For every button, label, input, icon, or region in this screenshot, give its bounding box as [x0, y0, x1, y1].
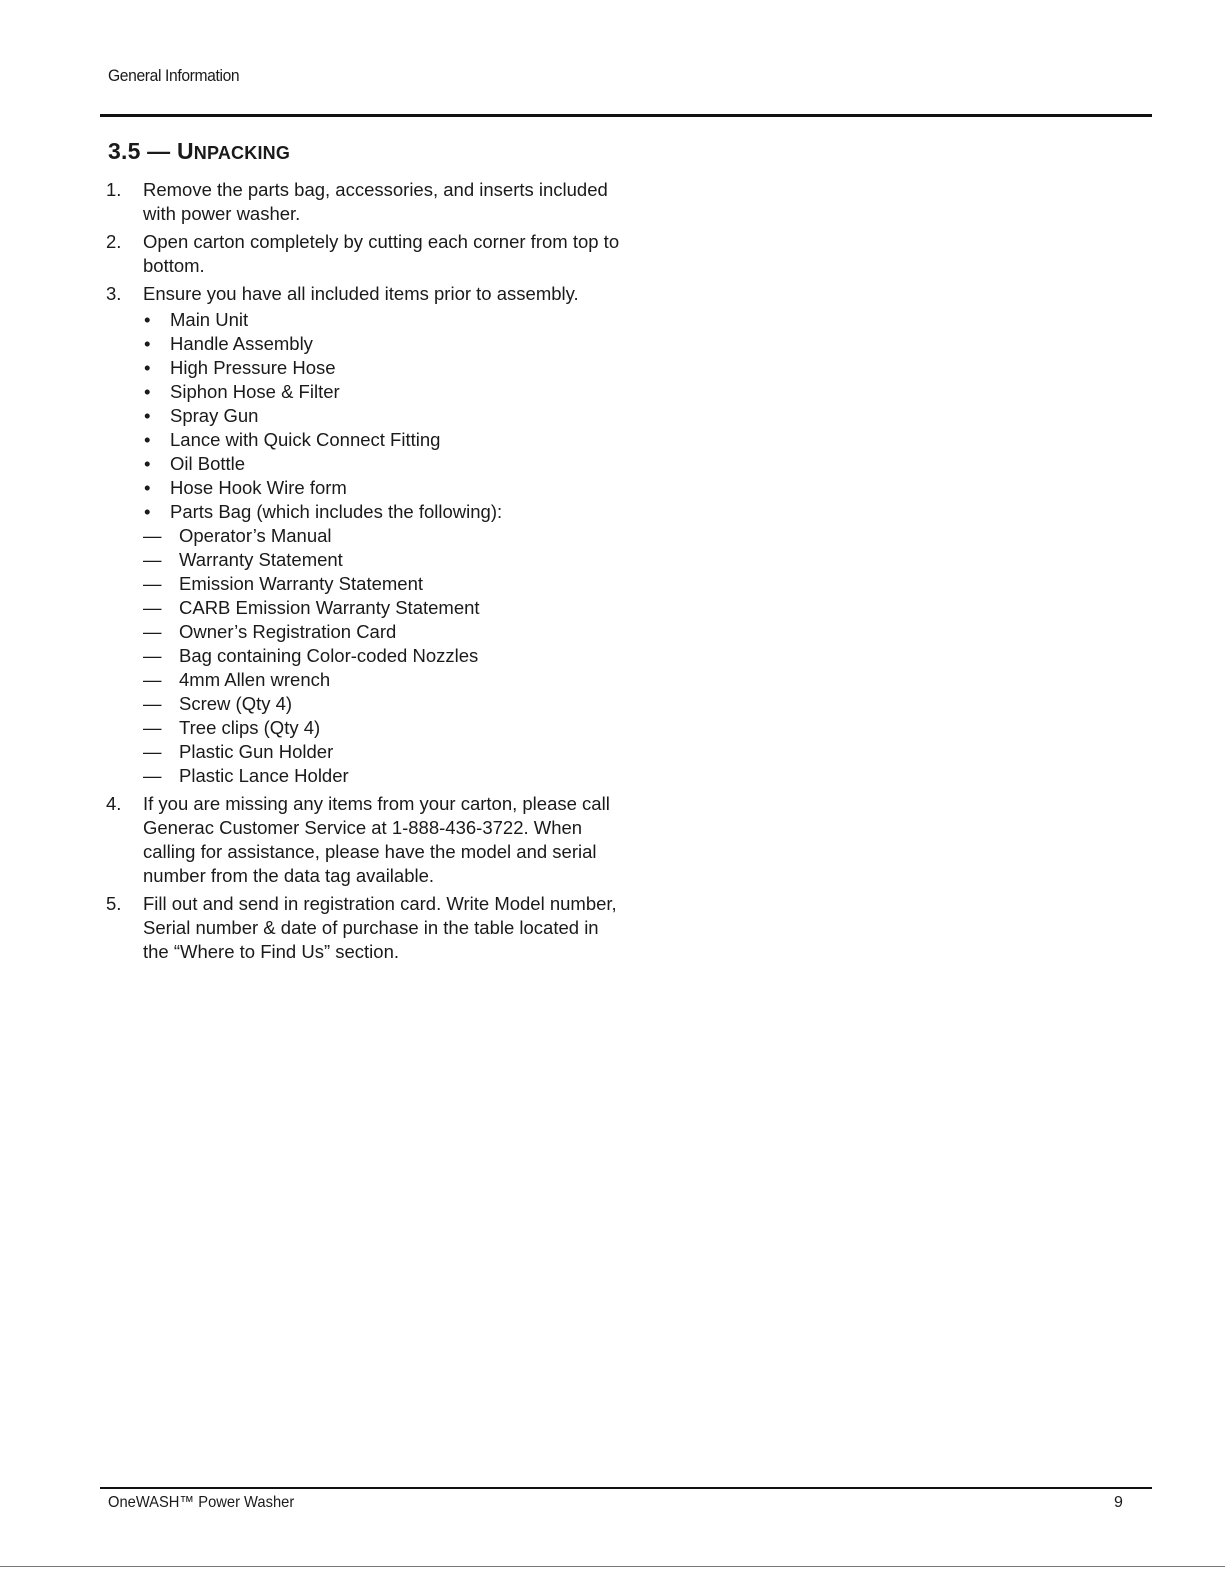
page-number: 9 — [1114, 1494, 1123, 1511]
step-text: Open carton completely by cutting each corner from top to bottom. — [143, 231, 620, 276]
dash-icon: — — [143, 573, 162, 594]
sub-item-text: Plastic Lance Holder — [179, 765, 349, 786]
sub-list-item — [143, 524, 626, 548]
item-text: Lance with Quick Connect Fitting — [170, 429, 441, 450]
section-title — [108, 138, 290, 165]
step-1 — [106, 178, 626, 226]
sub-list-item — [143, 548, 626, 572]
list-item — [143, 380, 626, 404]
bullet-icon: • — [144, 309, 151, 330]
step-text: If you are missing any items from your carton, please call Generac Customer Service at 1-888-436-3722. When calling for assistance, please have the model and serial number from the data tag available. — [143, 793, 610, 886]
step-number: 4. — [106, 793, 122, 814]
dash-icon: — — [143, 645, 162, 666]
footer-product-name: OneWASH™ Power Washer — [108, 1494, 295, 1511]
sub-list-item — [143, 692, 626, 716]
list-item — [143, 404, 626, 428]
sub-list-item — [143, 596, 626, 620]
bullet-icon: • — [144, 357, 151, 378]
item-text: High Pressure Hose — [170, 357, 336, 378]
section-number: 3.5 — — [108, 138, 177, 164]
step-number: 1. — [106, 179, 122, 200]
step-3 — [106, 282, 626, 788]
list-item — [143, 476, 626, 500]
unpacking-steps — [106, 178, 626, 968]
sub-item-text: Tree clips (Qty 4) — [179, 717, 321, 738]
sub-item-text: Owner’s Registration Card — [179, 621, 397, 642]
bullet-icon: • — [144, 333, 151, 354]
bullet-icon: • — [144, 501, 151, 522]
header-divider — [100, 114, 1152, 117]
step-number: 3. — [106, 283, 122, 304]
list-item — [143, 500, 626, 524]
dash-icon: — — [143, 765, 162, 786]
step-text: Ensure you have all included items prior to assembly. — [143, 283, 579, 304]
bullet-icon: • — [144, 477, 151, 498]
sub-list-item — [143, 764, 626, 788]
dash-icon: — — [143, 525, 162, 546]
step-number: 2. — [106, 231, 122, 252]
item-text: Oil Bottle — [170, 453, 246, 474]
sub-list-item — [143, 572, 626, 596]
sub-item-text: CARB Emission Warranty Statement — [179, 597, 480, 618]
sub-list-item — [143, 620, 626, 644]
dash-icon: — — [143, 693, 162, 714]
bullet-icon: • — [144, 453, 151, 474]
sub-item-text: 4mm Allen wrench — [179, 669, 331, 690]
list-item — [143, 332, 626, 356]
sub-list-item — [143, 668, 626, 692]
list-item — [143, 452, 626, 476]
dash-icon: — — [143, 741, 162, 762]
item-text: Siphon Hose & Filter — [170, 381, 340, 402]
sub-list-item — [143, 644, 626, 668]
step-5 — [106, 892, 626, 964]
section-title-initial: U — [176, 138, 194, 164]
step-2 — [106, 230, 626, 278]
step-text: Remove the parts bag, accessories, and inserts included with power washer. — [143, 179, 608, 224]
dash-icon: — — [143, 549, 162, 570]
item-text: Main Unit — [170, 309, 249, 330]
step-4 — [106, 792, 626, 888]
sub-list-item — [143, 716, 626, 740]
scan-edge-line — [0, 1566, 1225, 1567]
step-number: 5. — [106, 893, 122, 914]
dash-icon: — — [143, 621, 162, 642]
item-text: Hose Hook Wire form — [170, 477, 347, 498]
step-text: Fill out and send in registration card. Write Model number, Serial number & date of purchase in the table located in the “Where to Find Us” section. — [143, 893, 617, 962]
sub-item-text: Emission Warranty Statement — [179, 573, 424, 594]
sub-item-text: Bag containing Color-coded Nozzles — [179, 645, 479, 666]
bullet-icon: • — [144, 405, 151, 426]
item-text: Parts Bag (which includes the following): — [170, 501, 503, 522]
sub-item-text: Operator’s Manual — [179, 525, 332, 546]
step-body — [143, 282, 626, 788]
bullet-icon: • — [144, 429, 151, 450]
sub-list-item — [143, 740, 626, 764]
list-item — [143, 428, 626, 452]
running-header: General Information — [108, 66, 240, 85]
bullet-icon: • — [144, 381, 151, 402]
included-items-list — [143, 308, 626, 524]
footer-divider — [100, 1487, 1152, 1489]
list-item — [143, 308, 626, 332]
dash-icon: — — [143, 669, 162, 690]
sub-item-text: Warranty Statement — [179, 549, 343, 570]
list-item — [143, 356, 626, 380]
sub-item-text: Screw (Qty 4) — [179, 693, 293, 714]
section-title-rest: NPACKING — [193, 143, 291, 163]
dash-icon: — — [143, 597, 162, 618]
sub-item-text: Plastic Gun Holder — [179, 741, 334, 762]
dash-icon: — — [143, 717, 162, 738]
item-text: Spray Gun — [170, 405, 259, 426]
parts-bag-list — [143, 524, 626, 788]
item-text: Handle Assembly — [170, 333, 313, 354]
